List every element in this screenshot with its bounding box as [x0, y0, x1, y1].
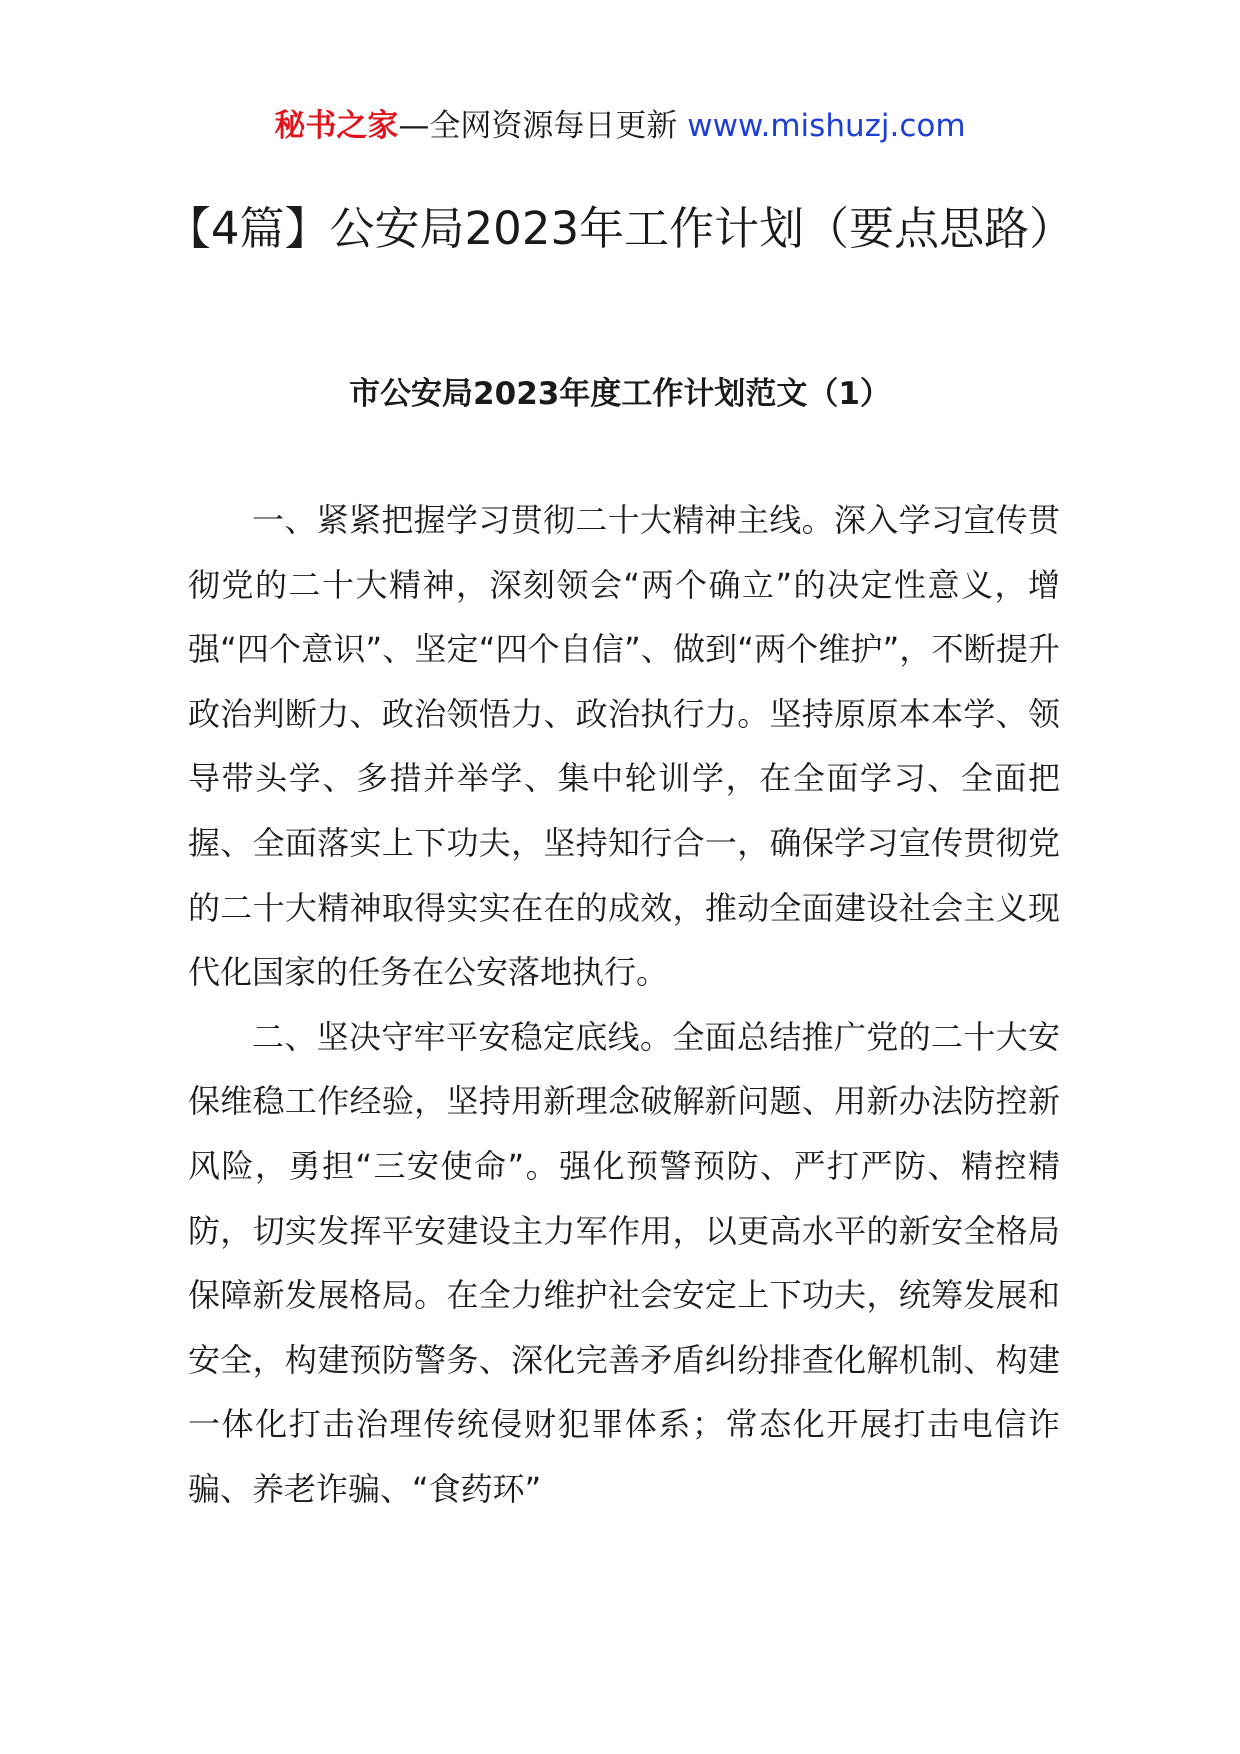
paragraph-1: 一、紧紧把握学习贯彻二十大精神主线。深入学习宣传贯彻党的二十大精神，深刻领会“两个确立”的决定性意义，增强“四个意识”、坚定“四个自信”、做到“两个维护”，不断提升政治判断力、政治领悟力、政治执行力。坚持原原本本学、领导带头学、多措并举学、集中轮训学，在全面学习、全面把握、全面落实上下功夫，坚持知行合一，确保学习宣传贯彻党的二十大精神取得实实在在的成效，推动全面建设社会主义现代化国家的任务在公安落地执行。: [188, 501, 1060, 992]
document-body: [188, 488, 1060, 1522]
paragraph-2: 二、坚决守牢平安稳定底线。全面总结推广党的二十大安保维稳工作经验，坚持用新理念破解新问题、用新办法防控新风险，勇担“三安使命”。强化预警预防、严打严防、精控精防，切实发挥平安建设主力军作用，以更高水平的新安全格局保障新发展格局。在全力维护社会安定上下功夫，统筹发展和安全，构建预防警务、深化完善矛盾纠纷排查化解机制、构建一体化打击治理传统侵财犯罪体系；常态化开展打击电信诈骗、养老诈骗、“食药环”: [188, 1017, 1060, 1508]
site-header: [0, 104, 1240, 148]
section-subtitle: 市公安局2023年度工作计划范文（1）: [349, 376, 891, 412]
site-tagline: —全网资源每日更新: [398, 108, 678, 144]
site-url-link[interactable]: www.mishuzj.com: [687, 108, 966, 144]
site-brand: 秘书之家: [274, 108, 399, 144]
document-title: 【4篇】公安局2023年工作计划（要点思路）: [165, 202, 1075, 255]
